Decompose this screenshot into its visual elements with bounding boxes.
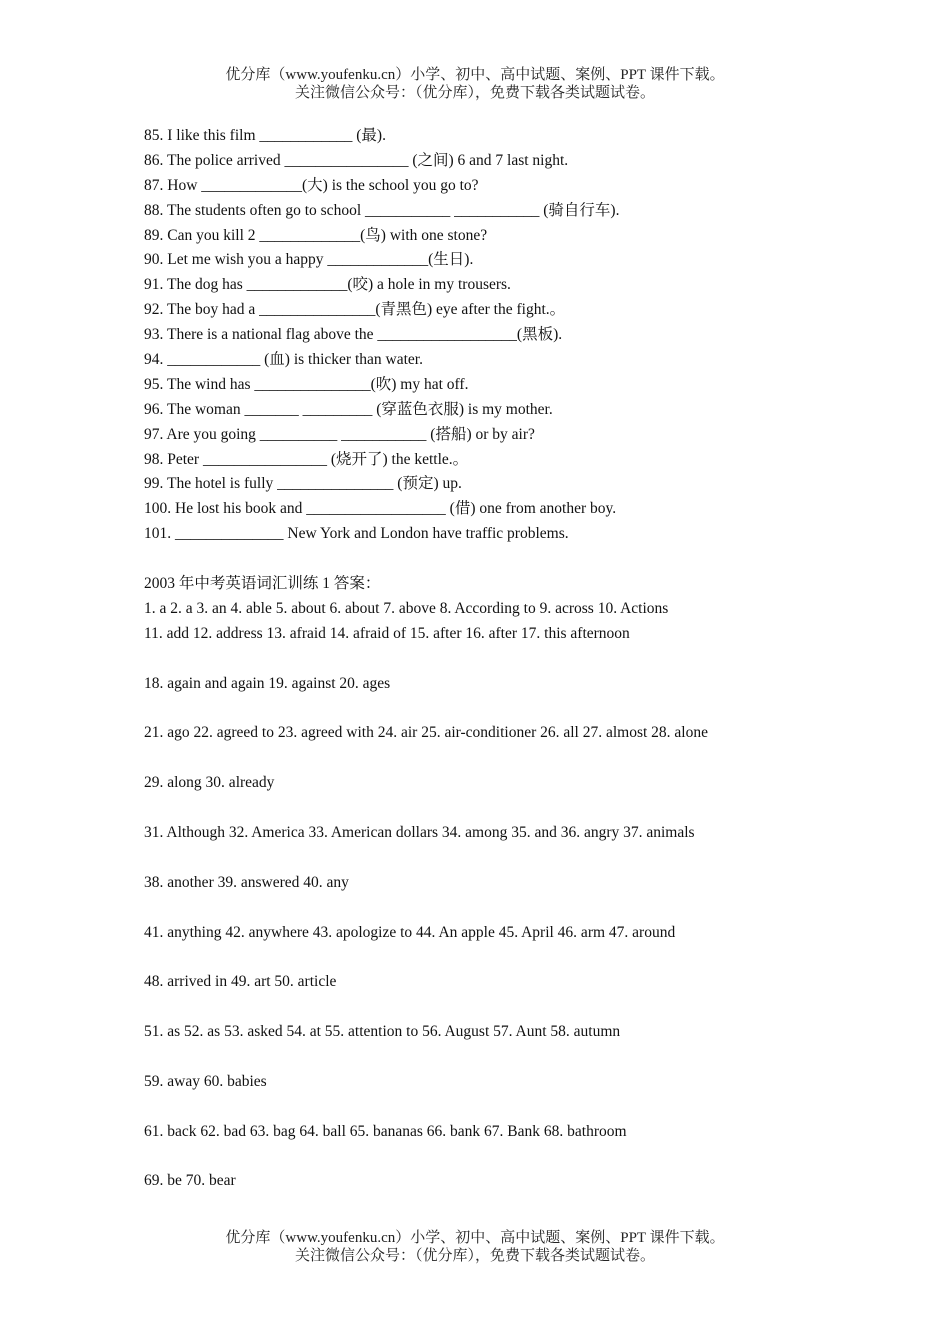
spacer [144,1095,914,1120]
answers-line-4: 21. ago 22. agreed to 23. agreed with 24. air 25. air-conditioner 26. all 27. almost 28. alone [144,724,708,742]
footer-line-2: 关注微信公众号：（优分库），免费下载各类试题试卷。 [294,1248,655,1264]
question-89: 89. Can you kill 2 _____________(鸟) with one stone? [144,226,488,244]
answers-line-11: 59. away 60. babies [144,1072,267,1090]
spacer [144,746,914,771]
spacer [144,945,914,970]
question-91: 91. The dog has _____________(咬) a hole in my trousers. [144,276,511,294]
header-line-1: 优分库（www.youfenku.cn）小学、初中、高中试题、案例、PPT 课件下载。 [225,67,725,83]
spacer [144,896,914,921]
question-87: 87. How _____________(大) is the school you go to? [144,176,479,194]
page-footer [0,1229,950,1265]
spacer [144,796,914,821]
spacer [144,547,914,572]
document-body [144,124,914,1194]
spacer [144,995,914,1020]
spacer [144,846,914,871]
answers-line-3: 18. again and again 19. against 20. ages [144,674,391,692]
question-94: 94. ____________ (血) is thicker than water. [144,351,423,369]
spacer [144,696,914,721]
answers-line-5: 29. along 30. already [144,774,275,792]
footer-line-1: 优分库（www.youfenku.cn）小学、初中、高中试题、案例、PPT 课件下载。 [225,1230,725,1246]
question-85: 85. I like this film ____________ (最). [144,127,386,144]
question-100: 100. He lost his book and __________________ (借) one from another boy. [144,500,617,518]
answers-line-7: 38. another 39. answered 40. any [144,873,349,891]
answers-title: 2003 年中考英语词汇训练 1 答案： [144,575,381,593]
answers-line-9: 48. arrived in 49. art 50. article [144,973,337,991]
answers-line-8: 41. anything 42. anywhere 43. apologize to 44. An apple 45. April 46. arm 47. around [144,923,676,941]
question-93: 93. There is a national flag above the __________________(黑板). [144,326,563,344]
header-line-2: 关注微信公众号：（优分库），免费下载各类试题试卷。 [294,85,655,101]
question-88: 88. The students often go to school ___________ ___________ (骑自行车). [144,201,620,219]
question-99: 99. The hotel is fully _______________ (预定) up. [144,475,462,493]
answers-line-10: 51. as 52. as 53. asked 54. at 55. attention to 56. August 57. Aunt 58. autumn [144,1023,621,1041]
spacer [144,647,914,672]
question-96: 96. The woman _______ _________ (穿蓝色衣服) is my mother. [144,400,553,418]
question-90: 90. Let me wish you a happy _____________(生日). [144,251,474,269]
answers-line-13: 69. be 70. bear [144,1172,236,1190]
answers-line-6: 31. Although 32. America 33. American dollars 34. among 35. and 36. angry 37. animals [144,823,695,841]
question-95: 95. The wind has _______________(吹) my hat off. [144,375,469,393]
question-97: 97. Are you going __________ ___________ (搭船) or by air? [144,425,535,443]
spacer [144,1045,914,1070]
spacer [144,1145,914,1170]
question-98: 98. Peter ________________ (烧开了) the kettle.。 [144,450,469,468]
page-header [0,66,950,102]
question-86: 86. The police arrived ________________ (之间) 6 and 7 last night. [144,151,569,169]
answers-line-12: 61. back 62. bad 63. bag 64. ball 65. bananas 66. bank 67. Bank 68. bathroom [144,1122,627,1140]
answers-line-1: 1. a 2. a 3. an 4. able 5. about 6. about 7. above 8. According to 9. across 10. Actions [144,599,669,617]
question-92: 92. The boy had a _______________(青黑色) eye after the fight.。 [144,301,566,319]
question-101: 101. ______________ New York and London have traffic problems. [144,525,569,543]
answers-line-2: 11. add 12. address 13. afraid 14. afraid of 15. after 16. after 17. this afternoon [144,624,630,642]
